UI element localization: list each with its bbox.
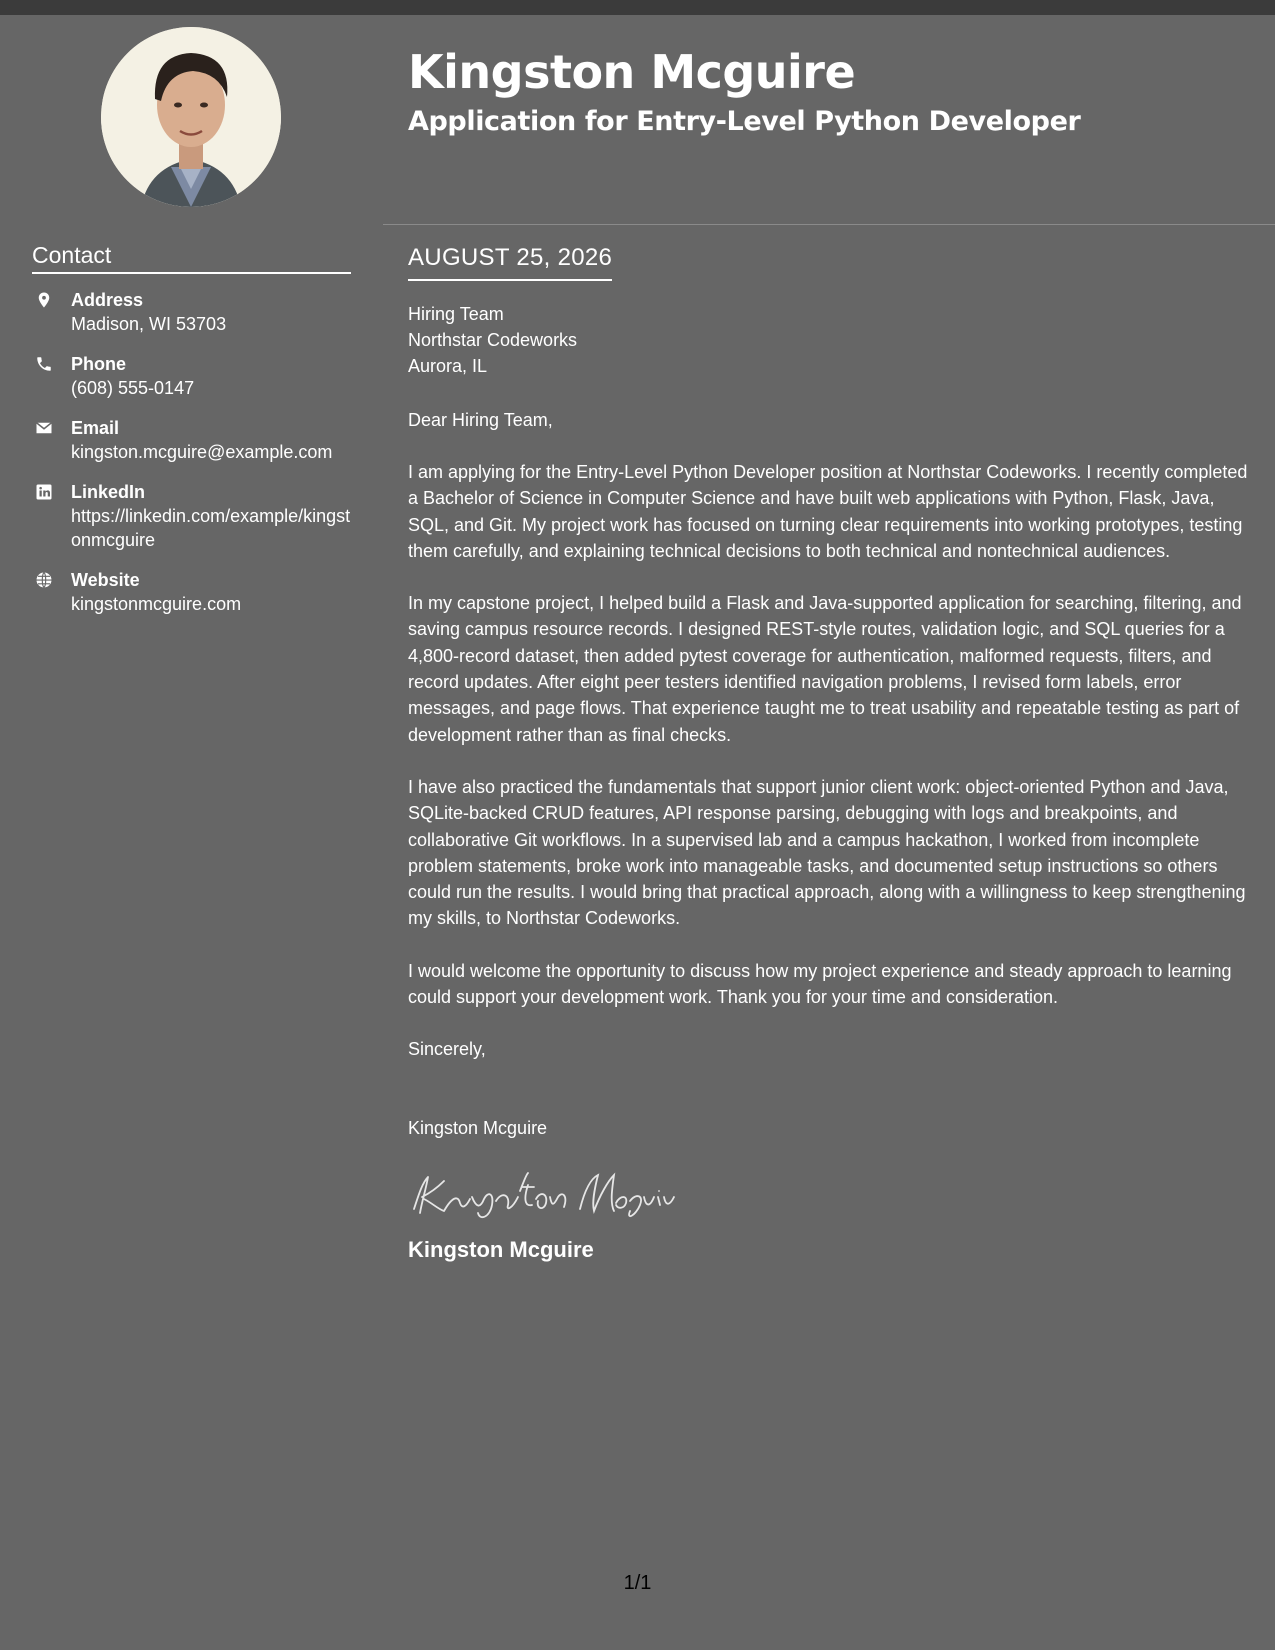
letter-paragraph: I have also practiced the fundamentals that support junior client work: object-oriented Python and Java, SQLite-backed CRUD features, API response parsing, debugging with logs and breakpoints, and collaborative Git workflows. In a supervised lab and a campus hackathon, I worked from incomplete problem statements, broke work into manageable tasks, and documented setup instructions so others could run the results. I would bring that practical approach, along with a willingness to keep strengthening my skills, to Northstar Codeworks.: [408, 776, 1246, 929]
contact-label: Email: [71, 418, 120, 438]
contact-website: [32, 568, 351, 616]
contact-value: Madison, WI 53703: [71, 314, 227, 334]
contact-heading: Contact: [32, 240, 351, 274]
contact-value[interactable]: https://linkedin.com/example/kingstonmcguire: [71, 506, 351, 550]
envelope-icon: [35, 419, 53, 437]
top-strip: [0, 0, 1275, 15]
contact-list: [32, 288, 351, 616]
contact-value: (608) 555-0147: [71, 378, 195, 398]
application-title: Application for Entry-Level Python Developer: [408, 106, 1081, 137]
contact-phone: [32, 352, 351, 400]
signed-name: Kingston Mcguire: [408, 1118, 548, 1139]
recipient-line: Aurora, IL: [408, 356, 488, 376]
contact-email: [32, 416, 351, 464]
contact-label: Address: [71, 290, 144, 310]
page-number: 1/1: [623, 1572, 652, 1594]
contact-value[interactable]: kingstonmcguire.com: [71, 594, 242, 614]
handwritten-signature: [408, 1167, 1253, 1223]
recipient-block: [408, 301, 1253, 379]
salutation: Dear Hiring Team,: [408, 410, 553, 430]
phone-icon: [35, 355, 53, 373]
contact-value[interactable]: kingston.mcguire@example.com: [71, 442, 333, 462]
signature-name: Kingston Mcguire: [408, 1237, 594, 1263]
linkedin-icon: [35, 483, 53, 501]
contact-label: Website: [71, 570, 140, 590]
letter-paragraph: I would welcome the opportunity to discuss how my project experience and steady approach to learning could support your development work. Thank you for your time and consideration.: [408, 960, 1232, 1008]
contact-sidebar: [32, 240, 351, 632]
letter-body: [408, 241, 1253, 1265]
avatar: [101, 27, 281, 207]
letter-paragraph: I am applying for the Entry-Level Python Developer position at Northstar Codeworks. I recently completed a Bachelor of Science in Computer Science and have built web applications with Python, Flask, Java, SQL, and Git. My project work has focused on turning clear requirements into working prototypes, testing them carefully, and explaining technical decisions to both technical and nontechnical audiences.: [408, 462, 1248, 561]
contact-label: LinkedIn: [71, 482, 146, 502]
letter-date: AUGUST 25, 2026: [408, 241, 612, 281]
closing: Sincerely,: [408, 1039, 486, 1060]
applicant-name: Kingston Mcguire: [408, 45, 856, 99]
header-divider: [383, 224, 1275, 225]
globe-icon: [35, 571, 53, 589]
contact-linkedin: [32, 480, 351, 552]
recipient-line: Hiring Team: [408, 304, 504, 324]
map-pin-icon: [35, 291, 53, 309]
letter-paragraph: In my capstone project, I helped build a Flask and Java-supported application for searching, filtering, and saving campus resource records. I designed REST-style routes, validation logic, and SQL queries for a 4,800-record dataset, then added pytest coverage for authentication, malformed requests, filters, and record updates. After eight peer testers identified navigation problems, I revised form labels, error messages, and page flows. That experience taught me to treat usability and repeatable testing as part of development rather than as final checks.: [408, 593, 1242, 745]
recipient-line: Northstar Codeworks: [408, 330, 578, 350]
contact-label: Phone: [71, 354, 127, 374]
contact-address: [32, 288, 351, 336]
profile-photo: [101, 27, 281, 207]
